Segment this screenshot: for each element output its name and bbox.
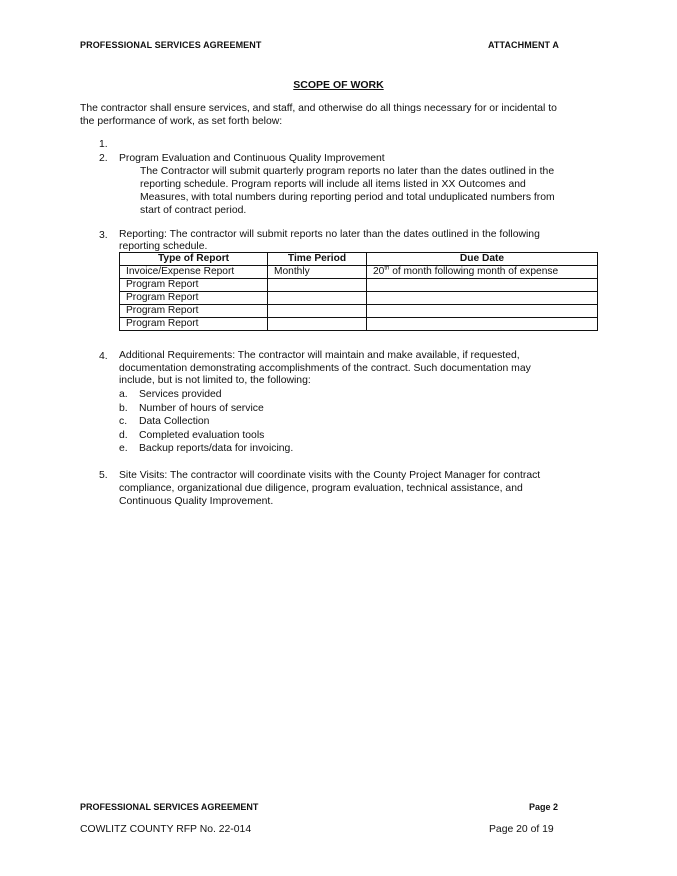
footer-rfp-number: COWLITZ COUNTY RFP No. 22-014 bbox=[80, 824, 252, 835]
column-header-due-date: Due Date bbox=[367, 253, 598, 266]
column-header-type: Type of Report bbox=[120, 253, 268, 266]
footer-page-count: Page 20 of 19 bbox=[489, 824, 554, 835]
list-item-letter: e. bbox=[119, 443, 128, 455]
table-cell: Program Report bbox=[120, 292, 268, 305]
table-cell: Monthly bbox=[268, 266, 367, 279]
list-item-text: Data Collection bbox=[139, 416, 210, 428]
table-cell bbox=[268, 279, 367, 292]
table-row bbox=[120, 305, 598, 318]
footer-left: PROFESSIONAL SERVICES AGREEMENT bbox=[80, 802, 259, 812]
item-4-line: documentation demonstrating accomplishments of the contract. Such documentation may bbox=[119, 362, 531, 374]
list-item-text: Services provided bbox=[139, 389, 222, 400]
item-3-text bbox=[119, 229, 599, 253]
table-cell bbox=[367, 279, 598, 292]
table-row bbox=[120, 266, 598, 279]
list-item-letter: a. bbox=[119, 389, 128, 400]
table-row bbox=[120, 279, 598, 292]
item-1-number: 1. bbox=[99, 139, 108, 150]
item-5-line: Continuous Quality Improvement. bbox=[119, 496, 274, 507]
list-item-text: Number of hours of service bbox=[139, 402, 264, 414]
item-5-number: 5. bbox=[99, 470, 108, 481]
table-cell bbox=[367, 305, 598, 318]
header-right: ATTACHMENT A bbox=[488, 40, 560, 50]
due-day: 20 bbox=[373, 266, 385, 277]
item-5-line: Site Visits: The contractor will coordinate visits with the County Project Manager for contract bbox=[119, 470, 541, 481]
page-title: SCOPE OF WORK bbox=[293, 79, 384, 91]
table-cell-due-date bbox=[367, 266, 598, 279]
item-2-line: start of contract period. bbox=[140, 205, 247, 216]
intro-paragraph bbox=[80, 102, 600, 128]
list-item bbox=[119, 415, 419, 429]
item-3-line: reporting schedule. bbox=[119, 241, 208, 252]
item-5-text bbox=[119, 469, 599, 508]
item-4-text bbox=[119, 350, 599, 388]
list-item bbox=[119, 402, 419, 416]
table-cell bbox=[367, 318, 598, 331]
footer-page-label: Page 2 bbox=[529, 802, 559, 812]
list-item bbox=[119, 388, 419, 402]
due-day-suffix: th bbox=[384, 265, 390, 272]
item-3-line: Reporting: The contractor will submit reports no later than the dates outlined in the following bbox=[119, 229, 540, 240]
item-5-line: compliance, organizational due diligence, program evaluation, technical assistance, and bbox=[119, 483, 523, 494]
table-cell: Program Report bbox=[120, 305, 268, 318]
item-4-sublist bbox=[119, 388, 419, 456]
item-3-number: 3. bbox=[99, 230, 108, 241]
table-header-row bbox=[120, 253, 598, 266]
reporting-schedule-table bbox=[119, 252, 598, 331]
list-item-text: Backup reports/data for invoicing. bbox=[139, 443, 294, 455]
table-cell: Program Report bbox=[120, 318, 268, 331]
list-item-letter: b. bbox=[119, 402, 128, 414]
intro-line: The contractor shall ensure services, and staff, and otherwise do all things necessary for or incidental to bbox=[80, 103, 557, 114]
item-2-number: 2. bbox=[99, 153, 108, 164]
list-item-text: Completed evaluation tools bbox=[139, 429, 265, 441]
item-4-number: 4. bbox=[99, 351, 108, 362]
item-2-line: Measures, with total numbers during reporting period and total unduplicated numbers from bbox=[140, 192, 555, 203]
table-row bbox=[120, 292, 598, 305]
header-left: PROFESSIONAL SERVICES AGREEMENT bbox=[80, 40, 262, 50]
table-cell bbox=[268, 318, 367, 331]
item-2-heading: Program Evaluation and Continuous Quality Improvement bbox=[119, 153, 385, 164]
table-cell bbox=[367, 292, 598, 305]
item-2-line: The Contractor will submit quarterly program reports no later than the dates outlined in the bbox=[140, 166, 555, 177]
list-item bbox=[119, 442, 419, 456]
item-2-line: reporting schedule. Program reports will include all items listed in XX Outcomes and bbox=[140, 179, 526, 190]
item-4-line: include, but is not limited to, the following: bbox=[119, 375, 311, 386]
due-rest: of month following month of expense bbox=[389, 266, 559, 277]
column-header-time-period: Time Period bbox=[268, 253, 367, 266]
list-item-letter: d. bbox=[119, 429, 128, 441]
table-cell: Invoice/Expense Report bbox=[120, 266, 268, 279]
table-cell bbox=[268, 305, 367, 318]
list-item bbox=[119, 429, 419, 443]
item-4-line: Additional Requirements: The contractor will maintain and make available, if requested, bbox=[119, 350, 520, 361]
table-cell: Program Report bbox=[120, 279, 268, 292]
table-row bbox=[120, 318, 598, 331]
item-2-body bbox=[140, 165, 600, 217]
list-item-letter: c. bbox=[119, 416, 128, 428]
intro-line: the performance of work, as set forth below: bbox=[80, 116, 283, 127]
table-cell bbox=[268, 292, 367, 305]
